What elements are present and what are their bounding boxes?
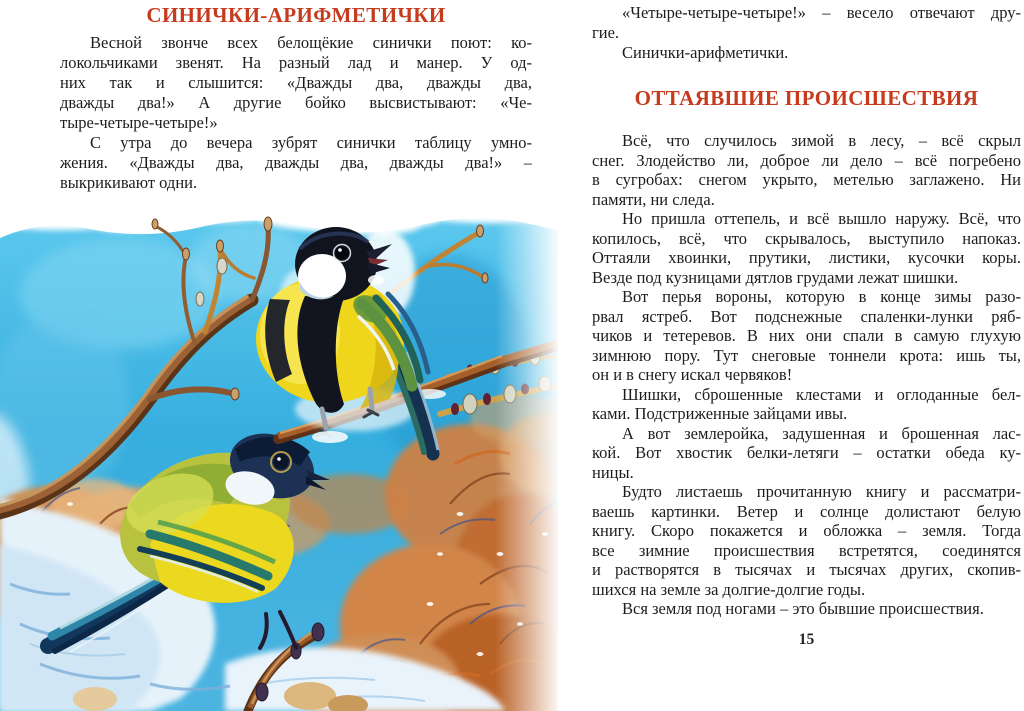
- text-line: памяти, ни следа.: [592, 189, 715, 209]
- text-line: все зимние происшествия встретятся, соединятся: [592, 540, 1021, 560]
- text-line: А вот землеройка, задушенная и брошенная лас-: [622, 423, 1021, 443]
- text-line: Вот перья вороны, которую в конце зимы разо-: [622, 287, 1021, 306]
- page-number: 15: [798, 631, 815, 648]
- text-line: Шишки, сброшенные клестами и оглоданные бел-: [622, 384, 1021, 404]
- text-line: выкрикивают одни.: [60, 173, 198, 192]
- right-page-title: ОТТАЯВШИЕ ПРОИСШЕСТВИЯ: [634, 86, 979, 110]
- text-line: тыре-четыре-четыре!»: [60, 113, 218, 132]
- text-line: Но пришла оттепель, и всё вышло наружу. Всё, что: [622, 209, 1021, 228]
- text-line: зимнюю пору. Тут снеговые тоннели крота: ишь ты,: [592, 345, 1021, 365]
- illustration-two-great-tits: [0, 204, 558, 711]
- text-line: дважды два!» А другие бойко высвистывают: «Че-: [60, 93, 532, 112]
- text-line: ницы.: [592, 462, 634, 482]
- right-page-intro-block: [592, 3, 1021, 63]
- text-line: Оттаяли хвоинки, прутики, листики, кусочки коры.: [592, 248, 1021, 267]
- left-page-text-block: [60, 33, 532, 193]
- text-line: чиков и тетеревов. В них они спали в самую глухую: [592, 326, 1021, 345]
- text-line: жения. «Дважды два, дважды два, дважды два!» –: [60, 153, 532, 172]
- text-line: «Четыре-четыре-четыре!» – весело отвечают дру-: [622, 3, 1021, 22]
- left-page-title: СИНИЧКИ-АРИФМЕТИЧКИ: [146, 3, 446, 27]
- text-line: шихся на земле за долгие-долгие годы.: [592, 579, 866, 599]
- text-line: он и в снегу искал червяков!: [592, 365, 793, 384]
- text-line: Везде под кузницами дятлов грудами лежат шишки.: [592, 267, 959, 287]
- text-line: копилось, всё, что скрывалось, выступило напоказ.: [592, 228, 1021, 248]
- text-line: них так и слышится: «Дважды два, дважды два,: [60, 73, 532, 92]
- text-line: в сугробах: снегом укрыто, метелью заглажено. Ни: [592, 170, 1021, 189]
- text-line: ваешь картинки. Ветер и солнце долистают белую: [592, 501, 1021, 521]
- text-line: локольчиками звенят. На разный лад и манер. У од-: [60, 53, 532, 72]
- text-line: Весной звонче всех белощёкие синички поют: ко-: [90, 33, 532, 52]
- text-line: рвал ястреб. Вот подснежные спаленки-лунки ряб-: [592, 306, 1021, 326]
- text-line: Вся земля под ногами – это бывшие происшествия.: [622, 599, 984, 618]
- text-line: кой. Вот хвостик белки-летяги – остатки обеда ку-: [592, 443, 1021, 462]
- text-line: С утра до вечера зубрят синички таблицу умно-: [90, 133, 532, 152]
- right-page-body-block: [592, 131, 1021, 619]
- text-line: и растворятся в тысячах и тысячах других, скопив-: [592, 560, 1021, 579]
- text-line: ками. Подстриженные зайцами ивы.: [592, 404, 848, 423]
- text-line: книгу. Скоро покажется и обложка – земля. Тогда: [592, 521, 1021, 540]
- text-line: Всё, что случилось зимой в лесу, – всё скрыл: [622, 131, 1021, 150]
- text-line: Синички-арифметички.: [622, 43, 789, 62]
- text-line: снег. Злодейство ли, доброе ли дело – всё погребено: [592, 150, 1021, 170]
- text-line: Будто листаешь прочитанную книгу и рассматри-: [622, 482, 1021, 501]
- text-line: гие.: [592, 23, 620, 42]
